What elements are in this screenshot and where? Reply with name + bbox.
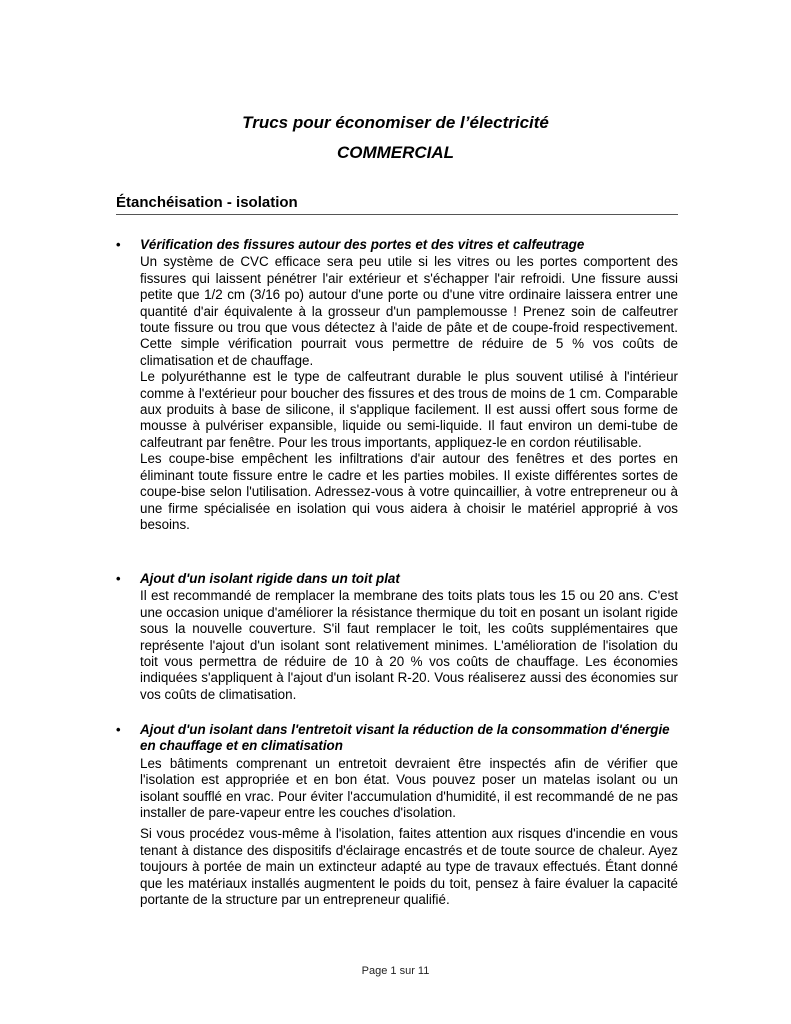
paragraph: Les bâtiments comprenant un entretoit devraient être inspectés afin de vérifier que l'isolation est appropriée et en bon état. Vous pouvez poser un matelas isolant ou un isolant soufflé en vrac. Pour éviter l'accumulation d'humidité, il est recommandé de ne pas installer de pare-vapeur entre les couches d'isolation. bbox=[140, 755, 678, 821]
page-number: Page 1 sur 11 bbox=[361, 965, 430, 977]
paragraph: Si vous procédez vous-même à l'isolation, faites attention aux risques d'incendie en vous tenant à distance des dispositifs d'éclairage encastrés et de toute source de chaleur. Ayez toujours à portée de main un extincteur adapté au type de travaux effectués. Étant donné que les matériaux installés augmentent le poids du toit, pensez à faire évaluer la capacité portante de la structure par un entrepreneur qualifié. bbox=[140, 826, 678, 908]
paragraph: Les coupe-bise empêchent les infiltrations d'air autour des fenêtres et des portes en éliminant toute fissure entre le cadre et les parties mobiles. Il existe différentes sortes de coupe-bise selon l'utilisation. Adressez-vous à votre quincaillier, à votre entrepreneur ou à une firme spécialisée en isolation qui vous aidera à choisir le matériel approprié à vos besoins. bbox=[140, 451, 678, 532]
item-title: Vérification des fissures autour des portes et des vitres et calfeutrage bbox=[140, 237, 585, 252]
title-line-2: COMMERCIAL bbox=[336, 143, 455, 162]
title-line-1: Trucs pour économiser de l’électricité bbox=[242, 113, 549, 132]
item-title: Ajout d'un isolant dans l'entretoit visant la réduction de la consommation d'énergie en chauffage et en climatisation bbox=[140, 722, 670, 754]
list-item bbox=[116, 237, 678, 533]
bullet-icon: • bbox=[116, 722, 121, 737]
list-item bbox=[116, 571, 678, 703]
item-title: Ajout d'un isolant rigide dans un toit plat bbox=[140, 571, 400, 586]
bullet-icon: • bbox=[116, 571, 121, 586]
paragraph: Un système de CVC efficace sera peu utile si les vitres ou les portes comportent des fissures qui laissent pénétrer l'air extérieur et s'échapper l'air refroidi. Une fissure aussi petite que 1/2 cm (3/16 po) autour d'une porte ou d'une vitre ordinaire laissera entrer une quantité d'air équivalente à la grosseur d'un pamplemousse ! Prenez soin de calfeutrer toute fissure ou trou que vous détectez à l'aide de pâte et de coupe-froid respectivement. Cette simple vérification pourrait vous permettre de réduire de 5 % vos coûts de climatisation et de chauffage. bbox=[140, 254, 678, 368]
bullet-icon: • bbox=[116, 237, 121, 252]
document-title bbox=[0, 108, 791, 168]
section-heading: Étanchéisation - isolation bbox=[116, 194, 678, 215]
paragraph: Il est recommandé de remplacer la membrane des toits plats tous les 15 ou 20 ans. C'est une occasion unique d'améliorer la résistance thermique du toit en posant un isolant rigide sous la nouvelle couverture. S'il faut remplacer le toit, les coûts supplémentaires que représente l'ajout d'un isolant sont relativement minimes. L'amélioration de l'isolation du toit vous permettra de réduire de 10 à 20 % vos coûts de chauffage. Les économies indiquées s'appliquent à l'ajout d'un isolant R-20. Vous réaliserez aussi des économies sur vos coûts de climatisation. bbox=[140, 588, 678, 702]
paragraph: Le polyuréthanne est le type de calfeutrant durable le plus souvent utilisé à l'intérieur comme à l'extérieur pour boucher des fissures et des trous de moins de 1 cm. Comparable aux produits à base de silicone, il s'applique facilement. Il est aussi offert sous forme de mousse à pulvériser expansible, liquide ou semi-liquide. Il faut environ un demi-tube de calfeutrant par fenêtre. Pour les trous importants, appliquez-le en cordon réutilisable. bbox=[140, 369, 678, 450]
list-item bbox=[116, 722, 678, 908]
